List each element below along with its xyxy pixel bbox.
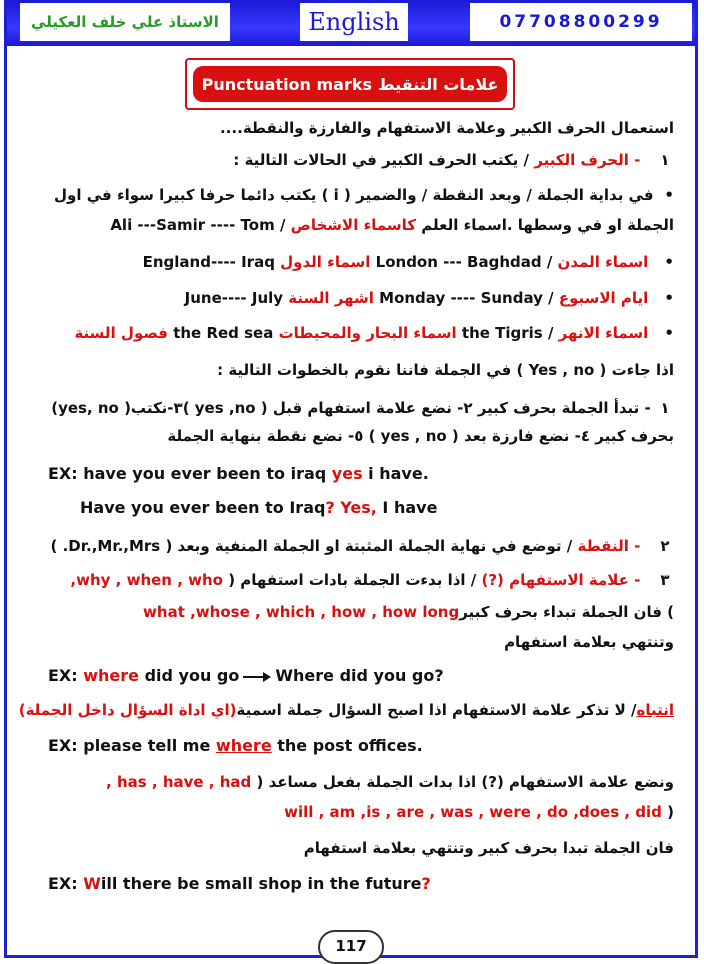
- rule-heading: - علامة الاستفهام (?): [481, 571, 641, 589]
- example-words: / Ali ---Samir ---- Tom: [110, 216, 291, 234]
- attention-label: انتباه: [636, 701, 674, 719]
- rule-number: ٣: [660, 571, 670, 589]
- subject-title: English: [308, 8, 400, 36]
- lesson-title-en: Punctuation marks: [201, 74, 373, 94]
- lesson-title-box: [185, 58, 515, 110]
- rule-text: وتنتهي بعلامة استفهام: [504, 633, 674, 651]
- rivers-line: [74, 323, 674, 343]
- example-highlight: ?: [421, 874, 431, 893]
- example-text: ill there be small shop in the future: [100, 874, 422, 893]
- lesson-title: [193, 66, 507, 102]
- example-2: [48, 666, 444, 686]
- category-label: فصول السنة: [74, 324, 168, 342]
- example-text: Have you ever been to Iraq: [80, 498, 326, 517]
- category-label: اسماء المدن: [557, 253, 649, 271]
- rule-1-detail-line: [54, 185, 674, 205]
- phone-number: 07708800299: [499, 12, 663, 32]
- rule-text: فان الجملة تبدا بحرف كبير وتنتهي بعلامة استفهام: [303, 839, 674, 857]
- example-text: I have: [376, 498, 438, 517]
- example-text: EX: have you ever been to iraq: [48, 464, 332, 483]
- example-1: [48, 464, 429, 484]
- category-label: اسماء الدول: [280, 253, 371, 271]
- bullet: •: [664, 324, 674, 342]
- bullet: •: [664, 289, 674, 307]
- intro-line: [220, 118, 674, 138]
- example-1-corrected: [80, 498, 437, 518]
- example-highlight: where: [83, 666, 139, 685]
- example-text: Where did you go?: [275, 666, 444, 685]
- rule-text: الجملة او في وسطها .اسماء العلم: [416, 216, 674, 234]
- rule-text: في بداية الجملة / وبعد النقطة / والضمير ( i ) يكتب دائما حرفا كبيرا سواء في اول: [54, 186, 654, 204]
- example-words: / London --- Baghdad: [370, 253, 558, 271]
- auxiliary-verbs: will , am ,is , are , was , were , do ,does , did: [284, 803, 662, 821]
- rule-1-line: [233, 150, 674, 170]
- attention-note: [19, 700, 674, 720]
- example-text: EX: please tell me: [48, 736, 216, 755]
- bullet: •: [664, 186, 674, 204]
- auxiliary-rule-line: [106, 772, 674, 792]
- rule-1-detail-line-2: [110, 215, 674, 235]
- rule-text: ) فان الجملة تبداء بحرف كبير: [459, 603, 674, 621]
- rule-text: - تبدأ الجملة بحرف كبير ٢- نضع علامة استفهام قبل ( yes ,no )٣-نكتب( yes, no): [51, 399, 651, 417]
- rule-3-line: [70, 570, 674, 590]
- rule-text: / توضع في نهاية الجملة المثبتة او الجملة المنفية وبعد ( Dr.,Mr.,Mrs. ): [50, 537, 578, 555]
- rule-text: ونضع علامة الاستفهام (?) اذا بدات الجملة بفعل مساعد (: [251, 773, 674, 791]
- auxiliary-rule-line-3: [304, 838, 674, 858]
- yes-no-intro: [217, 360, 674, 380]
- bullet: •: [664, 253, 674, 271]
- rule-text: / يكتب الحرف الكبير في الحالات التالية :: [233, 151, 535, 169]
- days-line: [185, 288, 674, 308]
- rule-text: / لا تذكر علامة الاستفهام اذا اصبح السؤال جملة اسمية: [236, 701, 637, 719]
- auxiliary-rule-line-2: ( will , am ,is , are , was , were , do ,does , did: [284, 803, 674, 821]
- note-highlight: (اي اداة السؤال داخل الجملة): [18, 701, 237, 719]
- category-label: ايام الاسبوع: [558, 289, 649, 307]
- example-text: EX:: [48, 874, 84, 893]
- example-highlight: ? Yes,: [325, 498, 377, 517]
- category-label: اسماء البحار والمحيطات: [278, 324, 457, 342]
- phone-box: [470, 3, 692, 41]
- rule-number: ٢: [660, 537, 670, 555]
- rule-text: بحرف كبير ٤- نضع فارزة بعد ( yes , no ) ٥- نضع نقطة بنهاية الجملة: [167, 427, 674, 445]
- question-words: what ,whose , which , how , how long: [143, 603, 460, 621]
- example-words: the Red sea: [167, 324, 279, 342]
- example-words: / Monday ---- Sunday: [373, 289, 559, 307]
- example-words: June---- July: [184, 289, 289, 307]
- rule-3-line-3: [504, 632, 674, 652]
- example-highlight: W: [83, 874, 101, 893]
- subject-box: [300, 3, 408, 41]
- example-text: i have.: [362, 464, 429, 483]
- example-4: [48, 874, 431, 894]
- example-text: EX:: [48, 666, 84, 685]
- lesson-title-ar: علامات التنقيط: [378, 74, 499, 94]
- category-label: اشهر السنة: [288, 289, 374, 307]
- yes-no-steps-line-2: [167, 426, 674, 446]
- example-3: [48, 736, 423, 756]
- rule-number: ١: [660, 399, 670, 417]
- intro-text: استعمال الحرف الكبير وعلامة الاستفهام والفارزة والنقطة....: [220, 119, 674, 137]
- arrow-right-icon: [243, 672, 271, 682]
- example-words: England---- Iraq: [142, 253, 281, 271]
- example-words: / the Tigris: [456, 324, 559, 342]
- page-number: 117: [318, 930, 384, 964]
- example-text: the post offices.: [271, 736, 423, 755]
- auxiliary-verbs: has , have , had ,: [106, 773, 252, 791]
- teacher-name: الاستاذ علي خلف العكيلي: [31, 13, 219, 31]
- question-words: why , when , who,: [70, 571, 223, 589]
- example-text: did you go: [139, 666, 240, 685]
- example-highlight: where: [215, 736, 272, 755]
- rule-3-line-2: [143, 602, 674, 622]
- rule-heading: - النقطة: [577, 537, 641, 555]
- cities-line: [143, 252, 674, 272]
- rule-heading: - الحرف الكبير: [534, 151, 641, 169]
- category-label: كاسماء الاشخاص: [290, 216, 417, 234]
- teacher-name-box: [20, 3, 230, 41]
- rule-2-line: [51, 536, 674, 556]
- yes-no-steps-line: [51, 398, 674, 418]
- example-highlight: yes: [331, 464, 363, 483]
- rule-number: ١: [660, 151, 670, 169]
- rule-text: / اذا بدءت الجملة بادات استفهام (: [222, 571, 482, 589]
- category-label: اسماء الانهر: [558, 324, 649, 342]
- rule-text: اذا جاءت ( Yes , no ) في الجملة فاننا نقوم بالخطوات التالية :: [217, 361, 674, 379]
